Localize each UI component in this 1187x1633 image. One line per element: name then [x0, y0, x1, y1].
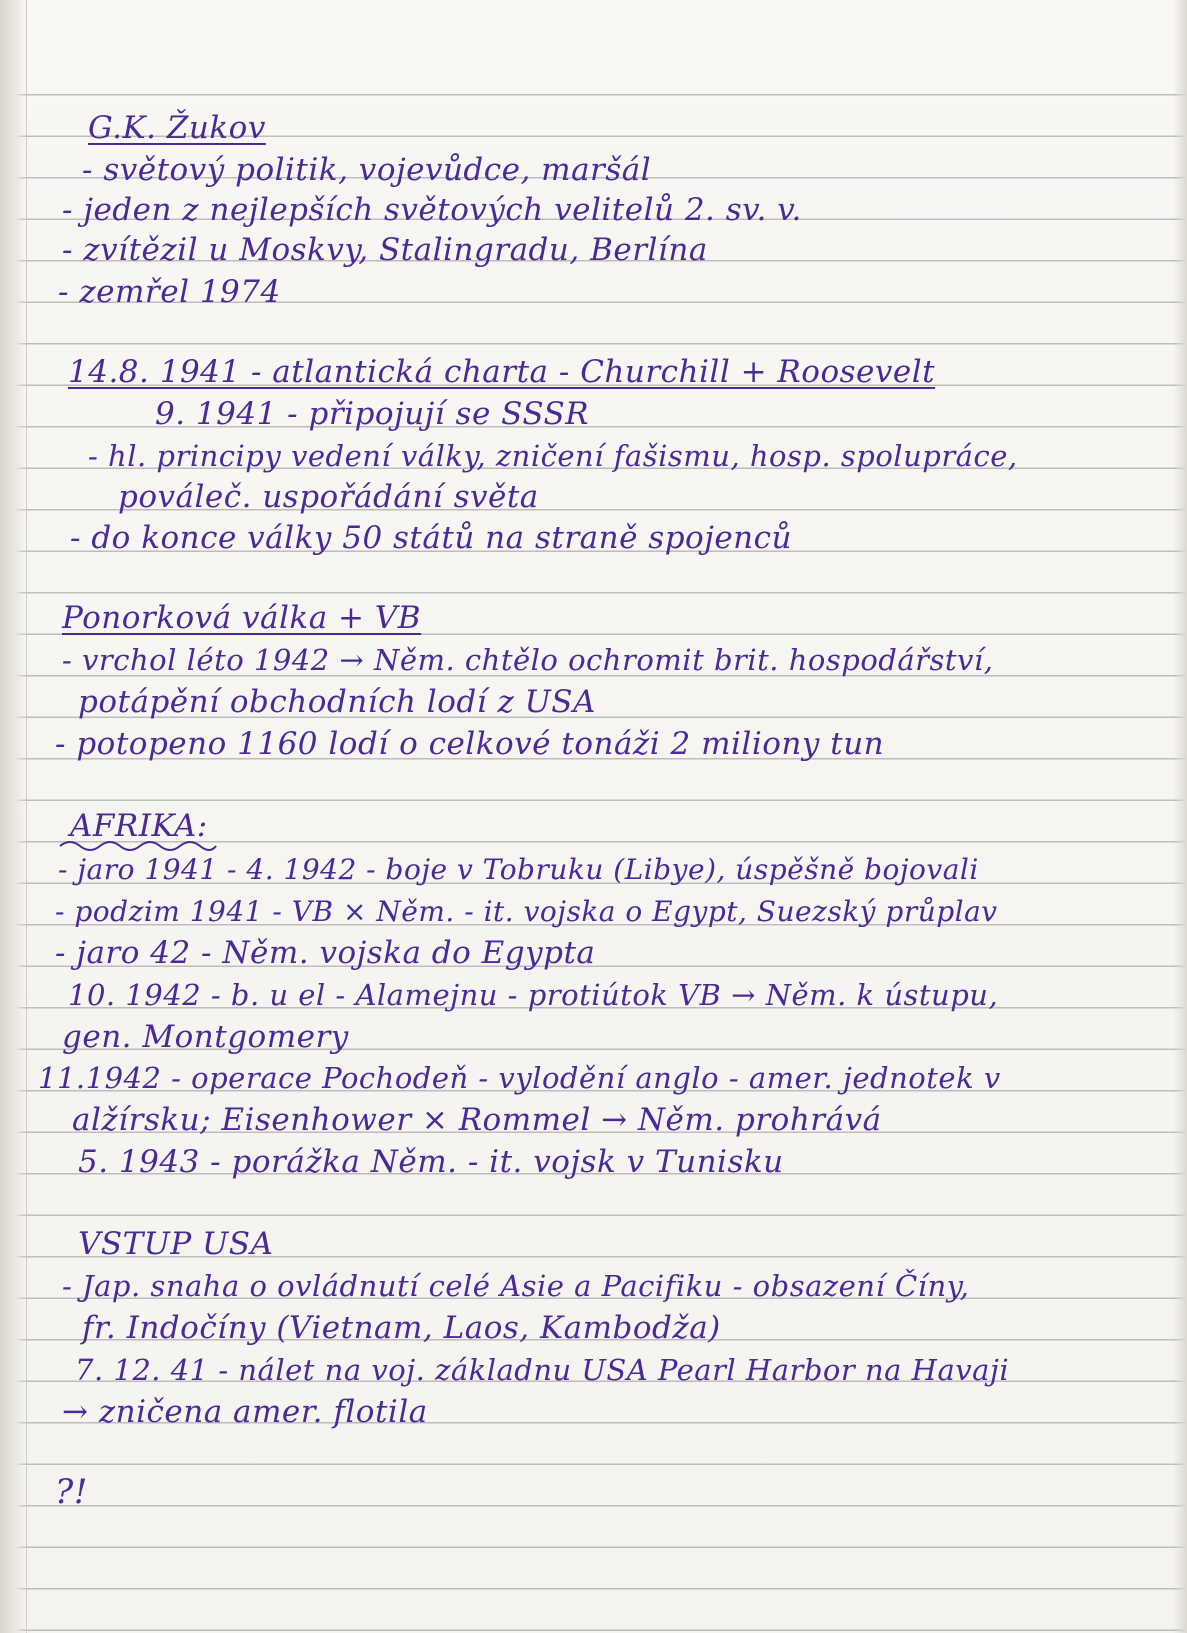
afrika-line: gen. Montgomery	[62, 1019, 349, 1055]
charta-heading: 14.8. 1941 - atlantická charta - Churchill + Roosevelt	[68, 354, 936, 390]
afrika-heading: AFRIKA:	[70, 808, 208, 844]
page-binding-edge	[0, 0, 27, 1633]
charta-line: pováleč. uspořádání světa	[118, 479, 539, 515]
afrika-line: - podzim 1941 - VB × Něm. - it. vojska o Egypt, Suezský průplav	[55, 895, 998, 928]
ponorkova-line: - vrchol léto 1942 → Něm. chtělo ochromit brit. hospodářství,	[62, 643, 994, 677]
afrika-line: - jaro 42 - Něm. vojska do Egypta	[55, 935, 596, 971]
afrika-line: 5. 1943 - porážka Něm. - it. vojsk v Tunisku	[78, 1144, 784, 1180]
usa-heading: VSTUP USA	[78, 1226, 274, 1262]
afrika-line: 11.1942 - operace Pochodeň - vylodění anglo - amer. jednotek v	[38, 1061, 1001, 1095]
usa-line: 7. 12. 41 - nálet na voj. základnu USA Pearl Harbor na Havaji	[75, 1353, 1010, 1387]
page-right-edge	[1173, 0, 1187, 1633]
charta-line: - hl. principy vedení války, zničení fašismu, hosp. spolupráce,	[88, 439, 1018, 473]
ponorkova-line: - potopeno 1160 lodí o celkové tonáži 2 miliony tun	[55, 726, 885, 762]
zukov-line: - světový politik, vojevůdce, maršál	[82, 152, 652, 188]
zukov-heading: G.K. Žukov	[88, 110, 266, 146]
zukov-line: - jeden z nejlepších světových velitelů 2. sv. v.	[62, 192, 802, 228]
afrika-line: - jaro 1941 - 4. 1942 - boje v Tobruku (Libye), úspěšně bojovali	[58, 853, 979, 886]
zukov-line: - zemřel 1974	[58, 274, 281, 310]
page-ending-mark: ?!	[55, 1472, 88, 1512]
afrika-line: 10. 1942 - b. u el - Alamejnu - protiútok VB → Něm. k ústupu,	[68, 978, 999, 1012]
usa-line: - Jap. snaha o ovládnutí celé Asie a Pacifiku - obsazení Číny,	[62, 1269, 970, 1303]
usa-line: fr. Indočíny (Vietnam, Laos, Kambodža)	[82, 1310, 721, 1346]
usa-line: → zničena amer. flotila	[62, 1394, 428, 1430]
charta-line: - do konce války 50 států na straně spojenců	[70, 520, 792, 556]
ponorkova-line: potápění obchodních lodí z USA	[78, 684, 596, 720]
ponorkova-heading: Ponorková válka + VB	[62, 600, 422, 636]
charta-line: 9. 1941 - připojují se SSSR	[155, 396, 590, 432]
zukov-line: - zvítězil u Moskvy, Stalingradu, Berlína	[62, 232, 708, 268]
afrika-line: alžírsku; Eisenhower × Rommel → Něm. prohrává	[72, 1102, 882, 1138]
